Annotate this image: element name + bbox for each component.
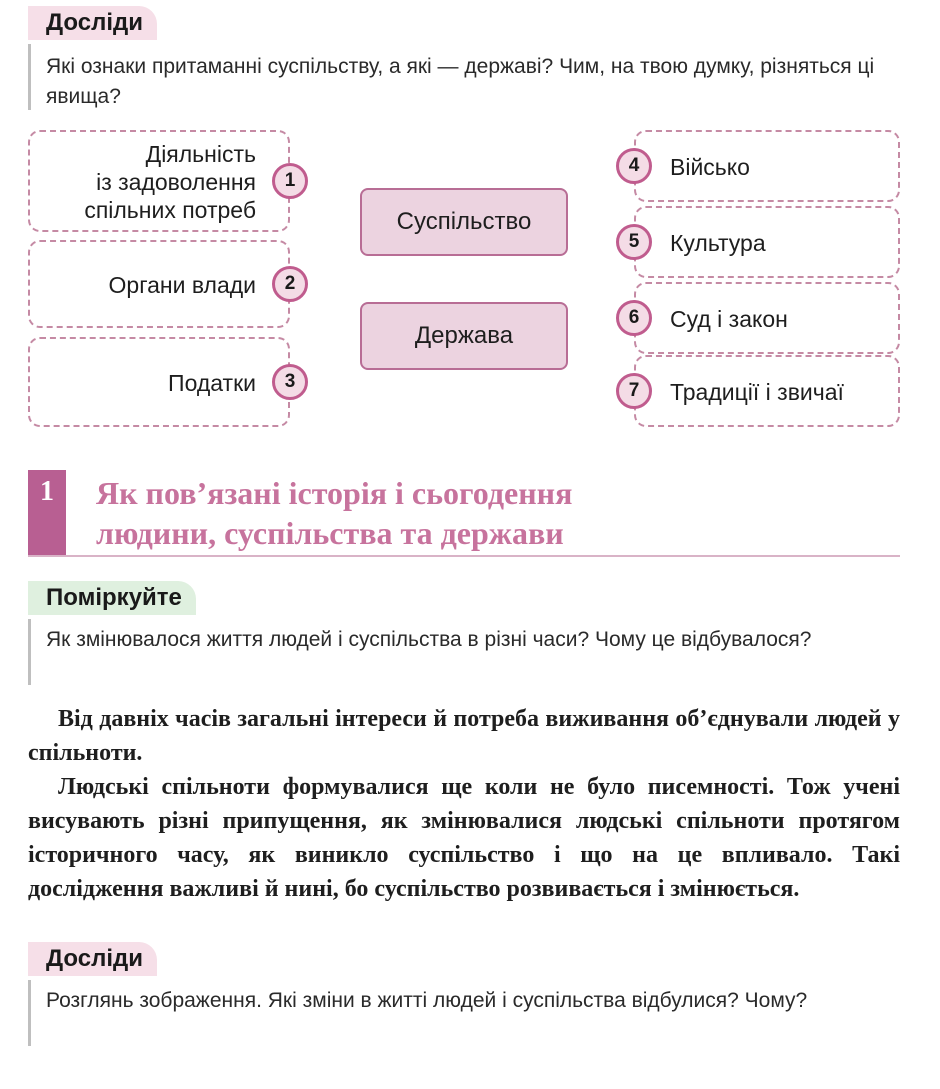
number-badge-4: 4 — [616, 148, 652, 184]
section-title-line-1: Як пов’язані історія і сьогодення — [96, 475, 573, 511]
number-badge-3: 3 — [272, 364, 308, 400]
section-divider — [28, 555, 900, 557]
question-bar — [28, 619, 31, 685]
paragraph-2: Людські спільноти формувалися ще коли не було писемності. Тож учені висувають різні припущення, як змінювалися людські спільноти протягом історичного часу, як виникло суспільство і що на це впливало. Такі дослідження важливі й нині, бо суспільство розвивається і змінюється. — [28, 774, 900, 902]
explore-question-bottom: Розглянь зображення. Які зміни в житті людей і суспільства відбулися? Чому? — [46, 989, 808, 1012]
number-badge-6: 6 — [616, 300, 652, 336]
number-badge-1: 1 — [272, 163, 308, 199]
explore-tag-bottom: Досліди — [28, 942, 157, 976]
number-badge-5: 5 — [616, 224, 652, 260]
section-title-line-2: людини, суспільства та держави — [96, 515, 564, 551]
explore-question: Які ознаки притаманні суспільству, а які — державі? Чим, на твою думку, різняться ці явища? — [46, 55, 875, 108]
section-number: 1 — [28, 470, 66, 556]
right-item-label-4: Військо — [670, 154, 750, 180]
question-bar — [28, 44, 31, 110]
think-question: Як змінювалося життя людей і суспільства в різні часи? Чому це відбувалося? — [46, 628, 812, 651]
think-tag: Поміркуйте — [28, 581, 196, 615]
number-badge-7: 7 — [616, 373, 652, 409]
society-box: Суспільство — [360, 188, 568, 256]
left-item-label-1: Діяльність із задоволення спільних потреб — [84, 141, 256, 223]
right-item-label-7: Традиції і звичаї — [670, 379, 844, 405]
question-bar — [28, 980, 31, 1046]
left-item-label-3: Податки — [168, 370, 256, 396]
right-item-label-5: Культура — [670, 230, 766, 256]
right-item-label-6: Суд і закон — [670, 306, 788, 332]
state-box: Держава — [360, 302, 568, 370]
paragraph-1: Від давніх часів загальні інтереси й потреба виживання об’єднували людей у спільноти. — [28, 706, 900, 766]
section-title — [96, 473, 856, 553]
left-item-label-2: Органи влади — [108, 272, 256, 298]
number-badge-2: 2 — [272, 266, 308, 302]
explore-tag: Досліди — [28, 6, 157, 40]
